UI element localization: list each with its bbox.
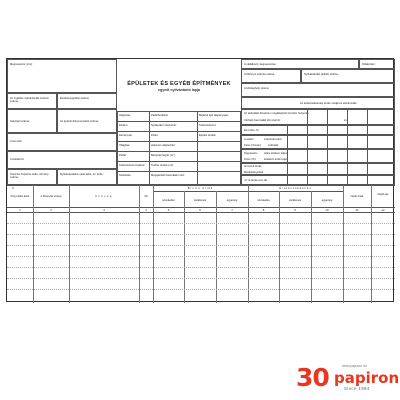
logo-url: www.papiron.hu bbox=[342, 364, 367, 368]
label-szellozes: Szellőzés: bbox=[119, 174, 132, 177]
label-maradvany: Maradványérték bbox=[244, 171, 264, 174]
label-nyilvantartas: Nyilvántartásba vétel kelte, sz. kelte: bbox=[60, 173, 104, 176]
field-vallalkozo bbox=[241, 59, 359, 69]
field-megnevezes bbox=[7, 59, 117, 93]
field-kivitelezo bbox=[7, 151, 117, 169]
col-num-7: 7 bbox=[231, 208, 233, 212]
col-num-11: 11 bbox=[355, 208, 359, 212]
header-netto: Nettó érték bbox=[350, 195, 364, 198]
field-elszamolas bbox=[241, 97, 395, 109]
field-maradvany bbox=[241, 163, 395, 175]
field-linearis bbox=[241, 135, 395, 149]
col-num-6: 6 bbox=[199, 208, 201, 212]
label-degressziv: Degresszív bbox=[244, 152, 258, 155]
label-padlo: Padló: bbox=[119, 154, 127, 157]
label-elszamolas: Az értékcsökkenési leírás módja és elszámolás: bbox=[300, 102, 358, 105]
col-num-1: 1 bbox=[19, 208, 21, 212]
col-num-5: 5 bbox=[167, 208, 170, 212]
subheader-ecs-csokkenes: csökkenés bbox=[288, 199, 302, 202]
label-fokonyvi: A főkönyvi számla száma: bbox=[244, 73, 275, 76]
header-bizonylat: A bizonylat száma bbox=[40, 195, 62, 198]
label-linearis: Lineáris bbox=[244, 138, 254, 141]
field-helyrajzi bbox=[7, 109, 57, 133]
field-koltseghely bbox=[241, 83, 395, 97]
logo-brand: papiron bbox=[334, 369, 400, 387]
section-mark: A bbox=[12, 187, 14, 190]
field-epitesi-dok bbox=[57, 109, 117, 133]
papiron-logo bbox=[296, 363, 400, 396]
subheader-ecs-egyenleg: egyenleg bbox=[321, 199, 333, 202]
label-futes: Fűtés: bbox=[151, 134, 159, 137]
subheader-brutto-egyenleg: egyenleg bbox=[226, 199, 238, 202]
label-vilagitas: Világítás: bbox=[119, 144, 131, 147]
header-ok: Ok bbox=[144, 195, 148, 198]
logo-since: Since 1994 bbox=[344, 386, 370, 391]
label-epitesi-engedely: Építésiengedélyt száma: bbox=[60, 97, 90, 100]
label-vallalkozo: A vállalkozó megnevezése: bbox=[244, 63, 277, 66]
field-ingatlan bbox=[7, 93, 57, 109]
col-num-9: 9 bbox=[294, 208, 296, 212]
label-ingatlan: Az ingatlan-nyilvántartás szerinti száma: bbox=[10, 97, 49, 103]
label-hasznos-alapterulet: Hasznos alapterület: bbox=[151, 144, 176, 147]
header-konyvelesi: Könyvelési kelte bbox=[10, 195, 30, 198]
label-kemeny: Kémények: bbox=[119, 134, 133, 137]
label-kivitelezo: A kivitelező: bbox=[10, 158, 25, 161]
field-nyilv-szam bbox=[301, 69, 395, 83]
label-tervezett: tervezett leírás bbox=[244, 165, 262, 168]
field-nyilvantartas bbox=[57, 169, 117, 185]
col-num-3: 3 bbox=[103, 208, 105, 212]
col-num-2: 2 bbox=[50, 208, 52, 212]
col-num-10: 10 bbox=[325, 208, 329, 212]
label-alapozas: Alapozás: bbox=[119, 114, 131, 117]
field-epitesi-engedely bbox=[57, 93, 117, 109]
col-num-4: 4 bbox=[145, 208, 147, 212]
label-epitesi-dok: Az építési dokumentáció száma: bbox=[60, 120, 99, 123]
label-teto-fedes: Tetőszerkezet fedése: bbox=[119, 164, 146, 167]
label-uzembe: Üzembe helyezés kelte, okmány száma: bbox=[10, 173, 49, 179]
label-eves-ertek: kötelező érték teljes bbox=[264, 158, 288, 161]
label-szazalek: százalék bbox=[268, 144, 279, 147]
label-szamitott-kulcs: számított kulcs bbox=[264, 138, 282, 141]
header-naplo: Napló lap bbox=[377, 193, 389, 196]
label-termelo: A termelő: bbox=[10, 140, 23, 143]
label-teljes-kor: teljes értéken teljes bbox=[264, 152, 288, 155]
form-subtitle: egyedi nyilvántartó lapja bbox=[158, 88, 200, 92]
label-kulcs2: Kulcs (%): bbox=[244, 158, 257, 161]
subheader-brutto-csokkenes: csökkenés bbox=[193, 199, 207, 202]
label-padlo-burkolat: Padlóburkolat: bbox=[151, 114, 169, 117]
registry-form bbox=[6, 58, 394, 302]
label-kulcs-ho: Kulcs (%-ban): bbox=[244, 144, 262, 147]
field-evi-kulcs bbox=[241, 125, 395, 135]
label-teteszerkezet: Tetőszerkezet: bbox=[199, 124, 217, 127]
label-bejarat: Bejárati ajtó alapanyaga: bbox=[199, 114, 229, 117]
col-num-12: 12 bbox=[381, 208, 385, 212]
label-fodem: Födém: bbox=[119, 124, 129, 127]
label-megajanlott: Megajánlott használati mód: bbox=[151, 174, 185, 177]
col-num-8: 8 bbox=[262, 208, 265, 212]
header-brutto-ertek: Bruttó érték bbox=[187, 187, 214, 190]
subheader-brutto-novekedes: növekedés bbox=[162, 199, 175, 202]
logo-30-mark: 30 bbox=[296, 363, 329, 392]
label-epitett-terulet: Építési terület: bbox=[199, 134, 217, 137]
form-title: ÉPÜLETEK ÉS EGYÉB ÉPÍTMÉNYEK bbox=[127, 81, 231, 87]
label-varhato: Várható használati idő szerinti: bbox=[244, 119, 281, 122]
label-evi-kulcs: Évi kulcs, %: bbox=[244, 129, 260, 132]
field-degressziv bbox=[241, 149, 395, 163]
label-evi-leiras: „0” ra leírás éve stb. bbox=[244, 179, 268, 182]
label-koltseghely: A költséghely száma: bbox=[244, 87, 270, 90]
field-uzembe bbox=[7, 169, 57, 185]
label-aktivalt: Az aktiválást követően megállapított üzembe helyezés bbox=[244, 112, 309, 115]
field-aktivalt bbox=[241, 109, 395, 125]
label-oldalszam: Oldalszám: bbox=[362, 63, 376, 66]
field-evi-leiras bbox=[241, 175, 395, 185]
label-beepitett-legter: Beépített légtér (m³): bbox=[151, 154, 176, 157]
label-nyilv-szam: Nyilvántartási (leltári) száma: bbox=[304, 73, 339, 76]
label-nyilaszaro: Nyílászáró szerkezet: bbox=[151, 124, 177, 127]
label-megnevezes: Megnevezés (cím): bbox=[10, 63, 33, 66]
header-szoveg: Szöveg bbox=[95, 195, 113, 198]
label-ev: év bbox=[344, 119, 347, 122]
label-helyrajzi: Helyrajzi száma: bbox=[10, 120, 30, 123]
header-ertekcsokkenes: Értékcsökkenés bbox=[279, 187, 312, 190]
subheader-ecs-novekedes: növekedés bbox=[257, 199, 270, 202]
label-tetoter: Tetőtér terület (m²): bbox=[151, 164, 174, 167]
field-fokonyvi bbox=[241, 69, 301, 83]
field-termelo bbox=[7, 133, 117, 151]
field-oldalszam bbox=[359, 59, 395, 69]
